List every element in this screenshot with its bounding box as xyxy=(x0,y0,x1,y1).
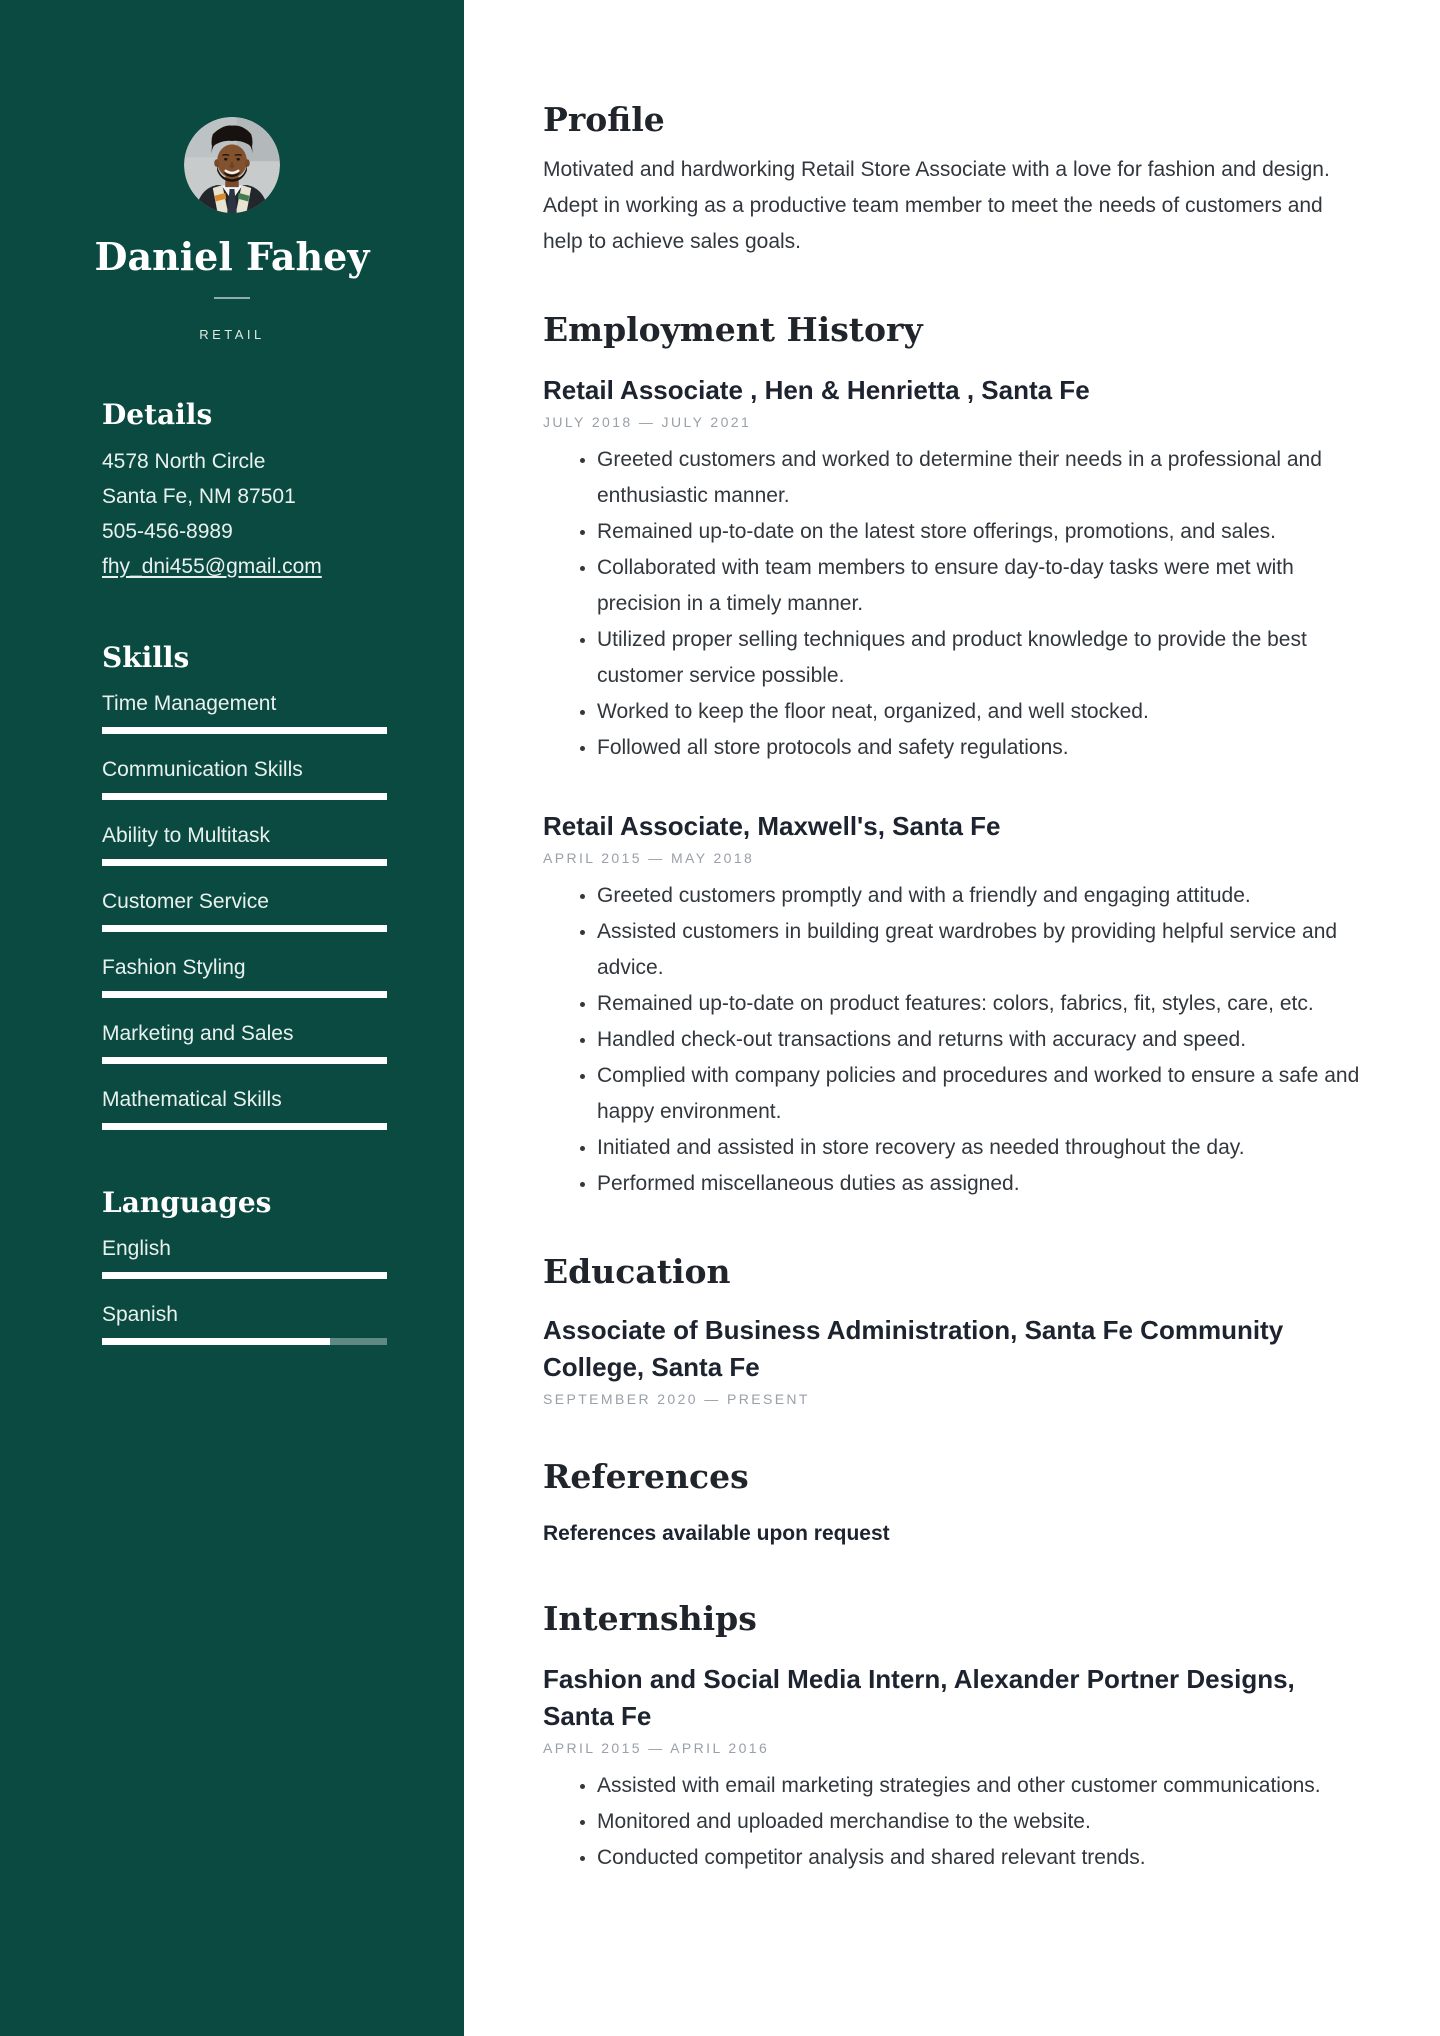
job-title: Retail Associate , Hen & Henrietta , Santa Fe xyxy=(543,375,1090,405)
job-bullets xyxy=(543,878,1361,1202)
job-bullet: • Greeted customers promptly and with a friendly and engaging attitude. xyxy=(597,878,1361,914)
skills-list xyxy=(102,690,387,1130)
job-bullet: • Handled check-out transactions and returns with accuracy and speed. xyxy=(597,1022,1361,1058)
address-line-1: 4578 North Circle xyxy=(102,450,266,473)
languages-heading: Languages xyxy=(102,1186,272,1219)
meter-fill xyxy=(102,1272,387,1279)
job-title: Fashion and Social Media Intern, Alexander Portner Designs, Santa Fe xyxy=(543,1664,1295,1731)
internships-section xyxy=(543,1599,1361,1876)
profile-photo-illustration xyxy=(184,117,280,213)
sidebar-header xyxy=(0,0,464,342)
job-bullet: • Collaborated with team members to ensure day-to-day tasks were met with precision in a timely manner. xyxy=(597,550,1361,622)
meter-track xyxy=(102,859,387,866)
job-bullet: • Conducted competitor analysis and shared relevant trends. xyxy=(597,1840,1361,1876)
meter-label: Spanish xyxy=(102,1303,178,1326)
meter-item xyxy=(102,888,387,932)
profile-photo xyxy=(184,117,280,213)
meter-fill xyxy=(102,1123,387,1130)
candidate-name: Daniel Fahey xyxy=(94,234,370,279)
email-line xyxy=(102,549,387,584)
job-title: Retail Associate, Maxwell's, Santa Fe xyxy=(543,811,1001,841)
employment-section xyxy=(543,310,1361,1202)
education-heading: Education xyxy=(543,1252,731,1291)
meter-item xyxy=(102,1086,387,1130)
job-bullet: • Complied with company policies and procedures and worked to ensure a safe and happy environment. xyxy=(597,1058,1361,1130)
meter-track xyxy=(102,1338,387,1345)
meter-fill xyxy=(102,859,387,866)
phone-number: 505-456-8989 xyxy=(102,520,233,543)
job-bullet: • Followed all store protocols and safety regulations. xyxy=(597,730,1361,766)
meter-item xyxy=(102,756,387,800)
meter-fill xyxy=(102,991,387,998)
job-dates: APRIL 2015 — MAY 2018 xyxy=(543,850,755,866)
meter-item xyxy=(102,1020,387,1064)
degree-title: Associate of Business Administration, Santa Fe Community College, Santa Fe xyxy=(543,1315,1284,1382)
job-bullet: • Assisted customers in building great wardrobes by providing helpful service and advice. xyxy=(597,914,1361,986)
details-heading: Details xyxy=(102,398,213,431)
job-bullets xyxy=(543,442,1361,766)
name-divider xyxy=(214,297,250,299)
profile-heading: Profile xyxy=(543,100,665,139)
job-bullet: • Initiated and assisted in store recovery as needed throughout the day. xyxy=(597,1130,1361,1166)
education-section xyxy=(543,1252,1361,1407)
meter-fill xyxy=(102,793,387,800)
internship-entry xyxy=(543,1661,1361,1876)
candidate-role: RETAIL xyxy=(199,327,265,342)
meter-label: Customer Service xyxy=(102,890,269,913)
references-section xyxy=(543,1457,1361,1549)
sidebar-body xyxy=(0,398,464,1345)
meter-fill xyxy=(102,1338,330,1345)
meter-track xyxy=(102,1123,387,1130)
job-dates: JULY 2018 — JULY 2021 xyxy=(543,414,752,430)
job-dates: APRIL 2015 — APRIL 2016 xyxy=(543,1740,770,1756)
meter-item xyxy=(102,954,387,998)
job-bullet: • Remained up-to-date on the latest store offerings, promotions, and sales. xyxy=(597,514,1361,550)
references-heading: References xyxy=(543,1457,749,1496)
meter-track xyxy=(102,793,387,800)
meter-label: Ability to Multitask xyxy=(102,824,271,847)
meter-item xyxy=(102,1235,387,1279)
meter-track xyxy=(102,727,387,734)
sidebar xyxy=(0,0,464,2036)
meter-track xyxy=(102,1272,387,1279)
education-entry xyxy=(543,1312,1361,1407)
resume-main xyxy=(543,0,1361,1876)
meter-item xyxy=(102,822,387,866)
job-bullet: • Remained up-to-date on product features: colors, fabrics, fit, styles, care, etc. xyxy=(597,986,1361,1022)
meter-track xyxy=(102,925,387,932)
email-link[interactable]: fhy_dni455@gmail.com xyxy=(102,555,322,578)
meter-track xyxy=(102,1057,387,1064)
meter-label: Mathematical Skills xyxy=(102,1088,282,1111)
job-entry xyxy=(543,808,1361,1202)
degree-dates: SEPTEMBER 2020 — PRESENT xyxy=(543,1391,810,1407)
profile-text: Motivated and hardworking Retail Store Associate with a love for fashion and design. Adept in working as a productive team member to meet the needs of customers and help to achieve sales goals. xyxy=(543,158,1330,253)
meter-track xyxy=(102,991,387,998)
meter-fill xyxy=(102,925,387,932)
skills-section xyxy=(102,641,387,1130)
job-entry xyxy=(543,372,1361,766)
employment-heading: Employment History xyxy=(543,310,923,349)
details-section xyxy=(102,398,387,584)
meter-label: Fashion Styling xyxy=(102,956,246,979)
profile-section xyxy=(543,100,1361,260)
job-bullet: • Assisted with email marketing strategies and other customer communications. xyxy=(597,1768,1361,1804)
meter-label: English xyxy=(102,1237,171,1260)
meter-label: Communication Skills xyxy=(102,758,303,781)
job-bullet: • Monitored and uploaded merchandise to the website. xyxy=(597,1804,1361,1840)
meter-label: Marketing and Sales xyxy=(102,1022,294,1045)
languages-list xyxy=(102,1235,387,1345)
job-bullets xyxy=(543,1768,1361,1876)
references-text: References available upon request xyxy=(543,1522,890,1545)
job-entry xyxy=(543,1661,1361,1876)
skills-heading: Skills xyxy=(102,641,190,674)
meter-label: Time Management xyxy=(102,692,277,715)
internships-heading: Internships xyxy=(543,1599,757,1638)
job-bullet: • Worked to keep the floor neat, organized, and well stocked. xyxy=(597,694,1361,730)
languages-section xyxy=(102,1186,387,1345)
jobs-list xyxy=(543,372,1361,1202)
meter-item xyxy=(102,690,387,734)
meter-fill xyxy=(102,727,387,734)
job-bullet: • Greeted customers and worked to determine their needs in a professional and enthusiastic manner. xyxy=(597,442,1361,514)
meter-fill xyxy=(102,1057,387,1064)
address-line-2: Santa Fe, NM 87501 xyxy=(102,485,296,508)
job-bullet: • Performed miscellaneous duties as assigned. xyxy=(597,1166,1361,1202)
meter-item xyxy=(102,1301,387,1345)
job-bullet: • Utilized proper selling techniques and product knowledge to provide the best customer service possible. xyxy=(597,622,1361,694)
